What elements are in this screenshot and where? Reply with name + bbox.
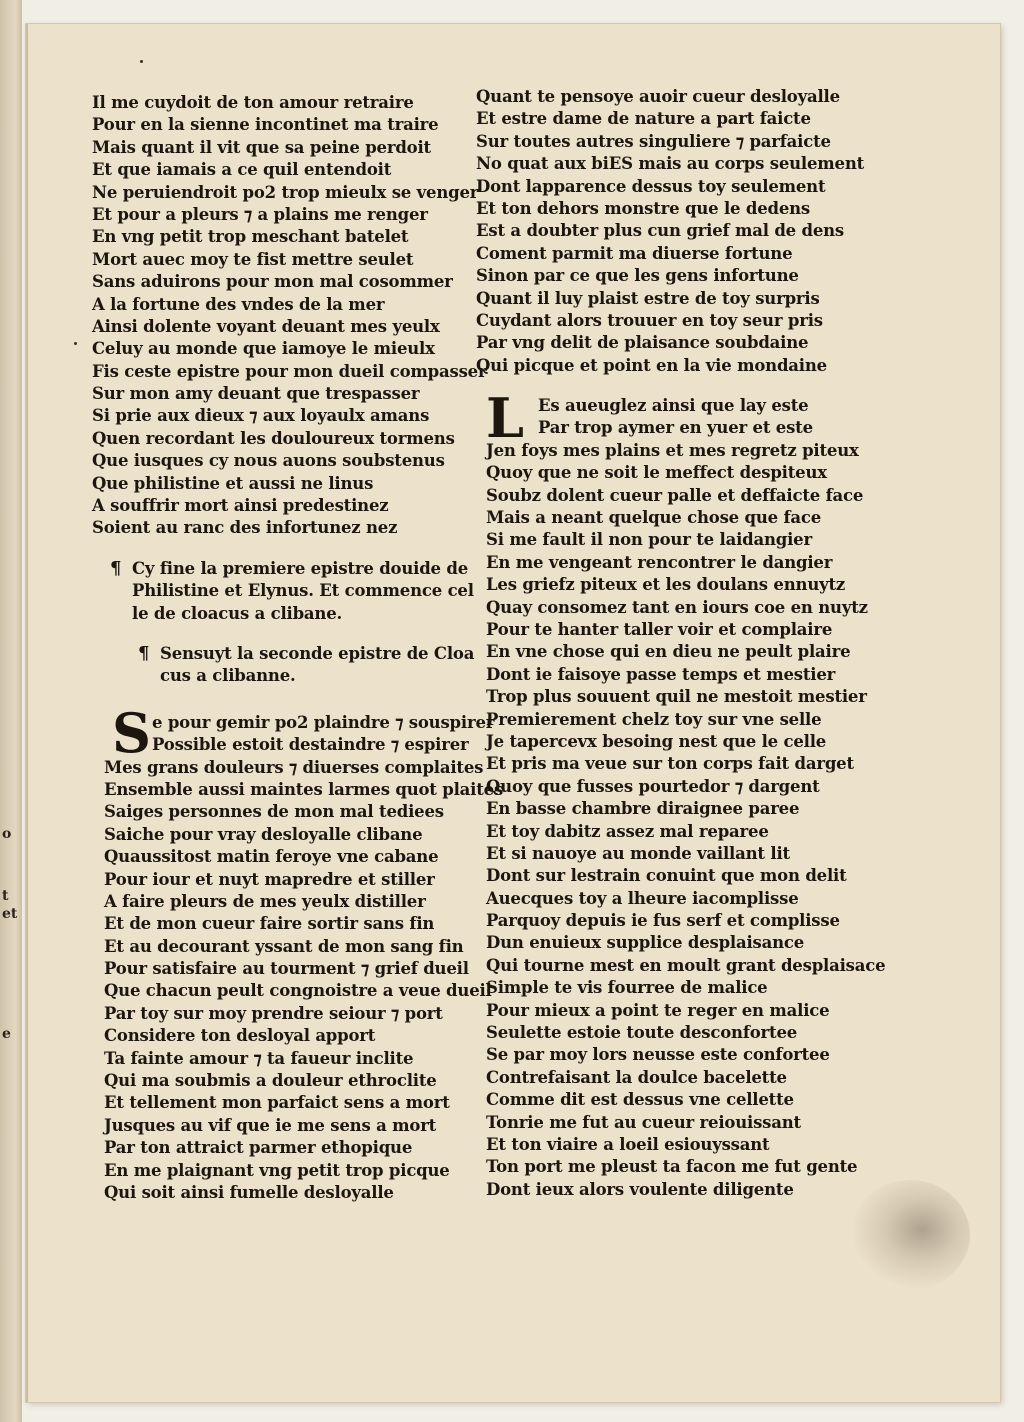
verse-line: Se par moy lors neusse este confortee bbox=[486, 1045, 830, 1065]
edge-mark: t bbox=[2, 888, 9, 904]
adjacent-page-edge bbox=[0, 0, 22, 1422]
right-stanza-1 bbox=[476, 86, 876, 377]
verse-line: En vne chose qui en dieu ne peult plaire bbox=[486, 642, 851, 662]
verse-line: Ta fainte amour ⁊ ta faueur inclite bbox=[104, 1048, 414, 1068]
verse-line: En me plaignant vng petit trop picque bbox=[104, 1160, 450, 1180]
verse-line: Et tellement mon parfaict sens a mort bbox=[104, 1093, 450, 1113]
verse-line: Et toy dabitz assez mal reparee bbox=[486, 821, 769, 841]
verse-line: Qui picque et point en la vie mondaine bbox=[476, 355, 827, 375]
verse-line: Quen recordant les douloureux tormens bbox=[92, 428, 455, 448]
verse-line: Comme dit est dessus vne cellette bbox=[486, 1090, 794, 1110]
verse-line: Et au decourant yssant de mon sang fin bbox=[104, 936, 464, 956]
left-column bbox=[92, 92, 504, 1204]
verse-line: Est a doubter plus cun grief mal de dens bbox=[476, 221, 845, 241]
verse-line: Que iusques cy nous auons soubstenus bbox=[92, 451, 445, 471]
rubric-second-epistle bbox=[92, 643, 482, 688]
verse-line: Sur toutes autres singuliere ⁊ parfaicte bbox=[476, 131, 831, 151]
verse-line: Jen foys mes plains et mes regretz piteux bbox=[486, 440, 859, 460]
verse-line: Les griefz piteux et les doulans ennuytz bbox=[486, 575, 846, 595]
verse-line: Dont ie faisoye passe temps et mestier bbox=[486, 664, 836, 684]
verse-line: Dont ieux alors voulente diligente bbox=[486, 1179, 794, 1199]
verse-line: No quat aux biES mais au corps seulement bbox=[476, 154, 865, 174]
left-stanza-2-body bbox=[92, 757, 504, 1205]
verse-line: Et estre dame de nature a part faicte bbox=[476, 109, 811, 129]
verse-line: Premierement chelz toy sur vne selle bbox=[486, 709, 822, 729]
verse-line: Simple te vis fourree de malice bbox=[486, 978, 768, 998]
verse-line: Dun enuieux supplice desplaisance bbox=[486, 933, 805, 953]
verse-line: Il me cuydoit de ton amour retraire bbox=[92, 93, 414, 112]
verse-line: Coment parmit ma diuerse fortune bbox=[476, 243, 793, 263]
verse-line: Et si nauoye au monde vaillant lit bbox=[486, 843, 790, 863]
verse-line: En me vengeant rencontrer le dangier bbox=[486, 552, 833, 572]
initial-capital-s: S bbox=[112, 700, 151, 765]
verse-line: Saiges personnes de mon mal tediees bbox=[104, 802, 444, 822]
verse-line: Celuy au monde que iamoye le mieulx bbox=[92, 339, 435, 359]
verse-line: Et pris ma veue sur ton corps fait darget bbox=[486, 754, 854, 774]
verse-line: Sinon par ce que les gens infortune bbox=[476, 266, 799, 286]
verse-line: Ton port me pleust ta facon me fut gente bbox=[486, 1157, 858, 1177]
verse-line: Par toy sur moy prendre seiour ⁊ port bbox=[104, 1003, 443, 1023]
rubric-line: Philistine et Elynus. Et commence cel bbox=[132, 581, 474, 601]
verse-line: Pour satisfaire au tourment ⁊ grief dueil bbox=[104, 959, 469, 979]
rubric-line: cus a clibanne. bbox=[160, 666, 296, 686]
verse-line: Si me fault il non pour te laidangier bbox=[486, 530, 812, 550]
verse-line: Si prie aux dieux ⁊ aux loyaulx amans bbox=[92, 406, 430, 426]
verse-line: Parquoy depuis ie fus serf et complisse bbox=[486, 911, 840, 931]
verse-line: Cuydant alors trouuer en toy seur pris bbox=[476, 310, 823, 330]
verse-line: Par vng delit de plaisance soubdaine bbox=[476, 333, 809, 353]
verse-line: Par ton attraict parmer ethopique bbox=[104, 1138, 413, 1158]
verse-line: Et que iamais a ce quil entendoit bbox=[92, 160, 392, 180]
verse-line: Tonrie me fut au cueur reiouissant bbox=[486, 1112, 801, 1132]
verse-line: Jusques au vif que ie me sens a mort bbox=[104, 1115, 437, 1135]
verse-line: Sans aduirons pour mon mal cosommer bbox=[92, 272, 453, 292]
verse-line: Et ton dehors monstre que le dedens bbox=[476, 198, 811, 218]
verse-line: Que philistine et aussi ne linus bbox=[92, 473, 374, 493]
verse-line: Pour mieux a point te reger en malice bbox=[486, 1000, 830, 1020]
verse-line: Mes grans douleurs ⁊ diuerses complaites bbox=[104, 757, 484, 777]
left-stanza-1 bbox=[92, 92, 487, 540]
verse-line: Par trop aymer en yuer et este bbox=[538, 418, 813, 438]
verse-line: Fis ceste epistre pour mon dueil compasser bbox=[92, 361, 487, 381]
verse-line: Ensemble aussi maintes larmes quot plaites bbox=[104, 779, 504, 799]
verse-line: Saiche pour vray desloyalle clibane bbox=[104, 824, 423, 844]
verse-line: Quant te pensoye auoir cueur desloyalle bbox=[476, 87, 840, 106]
verse-line: Qui soit ainsi fumelle desloyalle bbox=[104, 1182, 394, 1202]
verse-line: Que chacun peult congnoistre a veue dueil bbox=[104, 981, 492, 1001]
verse-line: Dont sur lestrain conuint que mon delit bbox=[486, 866, 847, 886]
rubric-end-first-epistle bbox=[92, 558, 482, 625]
verse-line: Sur mon amy deuant que trespasser bbox=[92, 384, 420, 404]
verse-line: Je tapercevx besoing nest que le celle bbox=[486, 731, 827, 751]
verse-line: Considere ton desloyal apport bbox=[104, 1026, 376, 1046]
ink-speck bbox=[74, 342, 77, 345]
verse-line: e pour gemir po2 plaindre ⁊ souspirer bbox=[152, 712, 495, 732]
verse-line: Quoy que fusses pourtedor ⁊ dargent bbox=[486, 776, 820, 796]
pilcrow-mark: ¶ bbox=[110, 557, 122, 579]
verse-line: Et pour a pleurs ⁊ a plains me renger bbox=[92, 204, 428, 224]
right-stanza-2 bbox=[476, 386, 886, 1201]
verse-line: Quaussitost matin feroye vne cabane bbox=[104, 847, 439, 867]
verse-line: Ainsi dolente voyant deuant mes yeulx bbox=[92, 316, 440, 336]
ink-speck bbox=[140, 60, 143, 63]
verse-line: Mais a neant quelque chose que face bbox=[486, 508, 822, 528]
right-column bbox=[476, 86, 886, 1201]
verse-line: Mais quant il vit que sa peine perdoit bbox=[92, 137, 431, 157]
verse-line: Seulette estoie toute desconfortee bbox=[486, 1023, 798, 1043]
verse-line: Qui ma soubmis a douleur ethroclite bbox=[104, 1071, 437, 1091]
verse-line: Mort auec moy te fist mettre seulet bbox=[92, 249, 414, 269]
edge-mark: et bbox=[2, 906, 18, 922]
verse-line: Quay consomez tant en iours coe en nuytz bbox=[486, 597, 868, 617]
verse-line: En vng petit trop meschant batelet bbox=[92, 227, 409, 247]
edge-mark: e bbox=[2, 1026, 11, 1042]
verse-line: Contrefaisant la doulce bacelette bbox=[486, 1067, 787, 1087]
verse-line: Trop plus souuent quil ne mestoit mestier bbox=[486, 687, 867, 707]
rubric-line: le de cloacus a clibane. bbox=[132, 603, 343, 623]
verse-line: Auecques toy a lheure iacomplisse bbox=[486, 888, 799, 908]
verse-line: Es aueuglez ainsi que lay este bbox=[538, 396, 809, 416]
verse-line: A souffrir mort ainsi predestinez bbox=[92, 496, 389, 516]
verse-line: A la fortune des vndes de la mer bbox=[92, 294, 385, 314]
initial-capital-l: L bbox=[486, 386, 524, 451]
verse-line: Pour iour et nuyt mapredre et stiller bbox=[104, 869, 435, 889]
left-stanza-2 bbox=[92, 700, 504, 1205]
verse-line: Et de mon cueur faire sortir sans fin bbox=[104, 914, 435, 934]
verse-line: Qui tourne mest en moult grant desplaisace bbox=[486, 955, 886, 975]
verse-line: Pour en la sienne incontinet ma traire bbox=[92, 115, 439, 135]
verse-line: Possible estoit destaindre ⁊ espirer bbox=[152, 735, 469, 755]
verse-line: Soubz dolent cueur palle et deffaicte face bbox=[486, 485, 864, 505]
verse-line: Quant il luy plaist estre de toy surpris bbox=[476, 288, 820, 308]
rubric-line: ¶ Sensuyt la seconde epistre de Cloa bbox=[138, 642, 475, 664]
rubric-line: ¶ Cy fine la premiere epistre douide de bbox=[110, 557, 469, 579]
verse-line: A faire pleurs de mes yeulx distiller bbox=[104, 891, 426, 911]
verse-line: Et ton viaire a loeil esiouyssant bbox=[486, 1134, 770, 1154]
verse-line: En basse chambre diraignee paree bbox=[486, 799, 800, 819]
verse-line: Quoy que ne soit le meffect despiteux bbox=[486, 463, 827, 483]
verse-line: Pour te hanter taller voir et complaire bbox=[486, 619, 833, 639]
verse-line: Soient au ranc des infortunez nez bbox=[92, 518, 398, 538]
right-stanza-2-body bbox=[476, 440, 886, 1201]
verse-line: Ne peruiendroit po2 trop mieulx se venger bbox=[92, 182, 479, 202]
verse-line: Dont lapparence dessus toy seulement bbox=[476, 176, 826, 196]
edge-mark: o bbox=[2, 826, 12, 842]
pilcrow-mark: ¶ bbox=[138, 642, 150, 664]
